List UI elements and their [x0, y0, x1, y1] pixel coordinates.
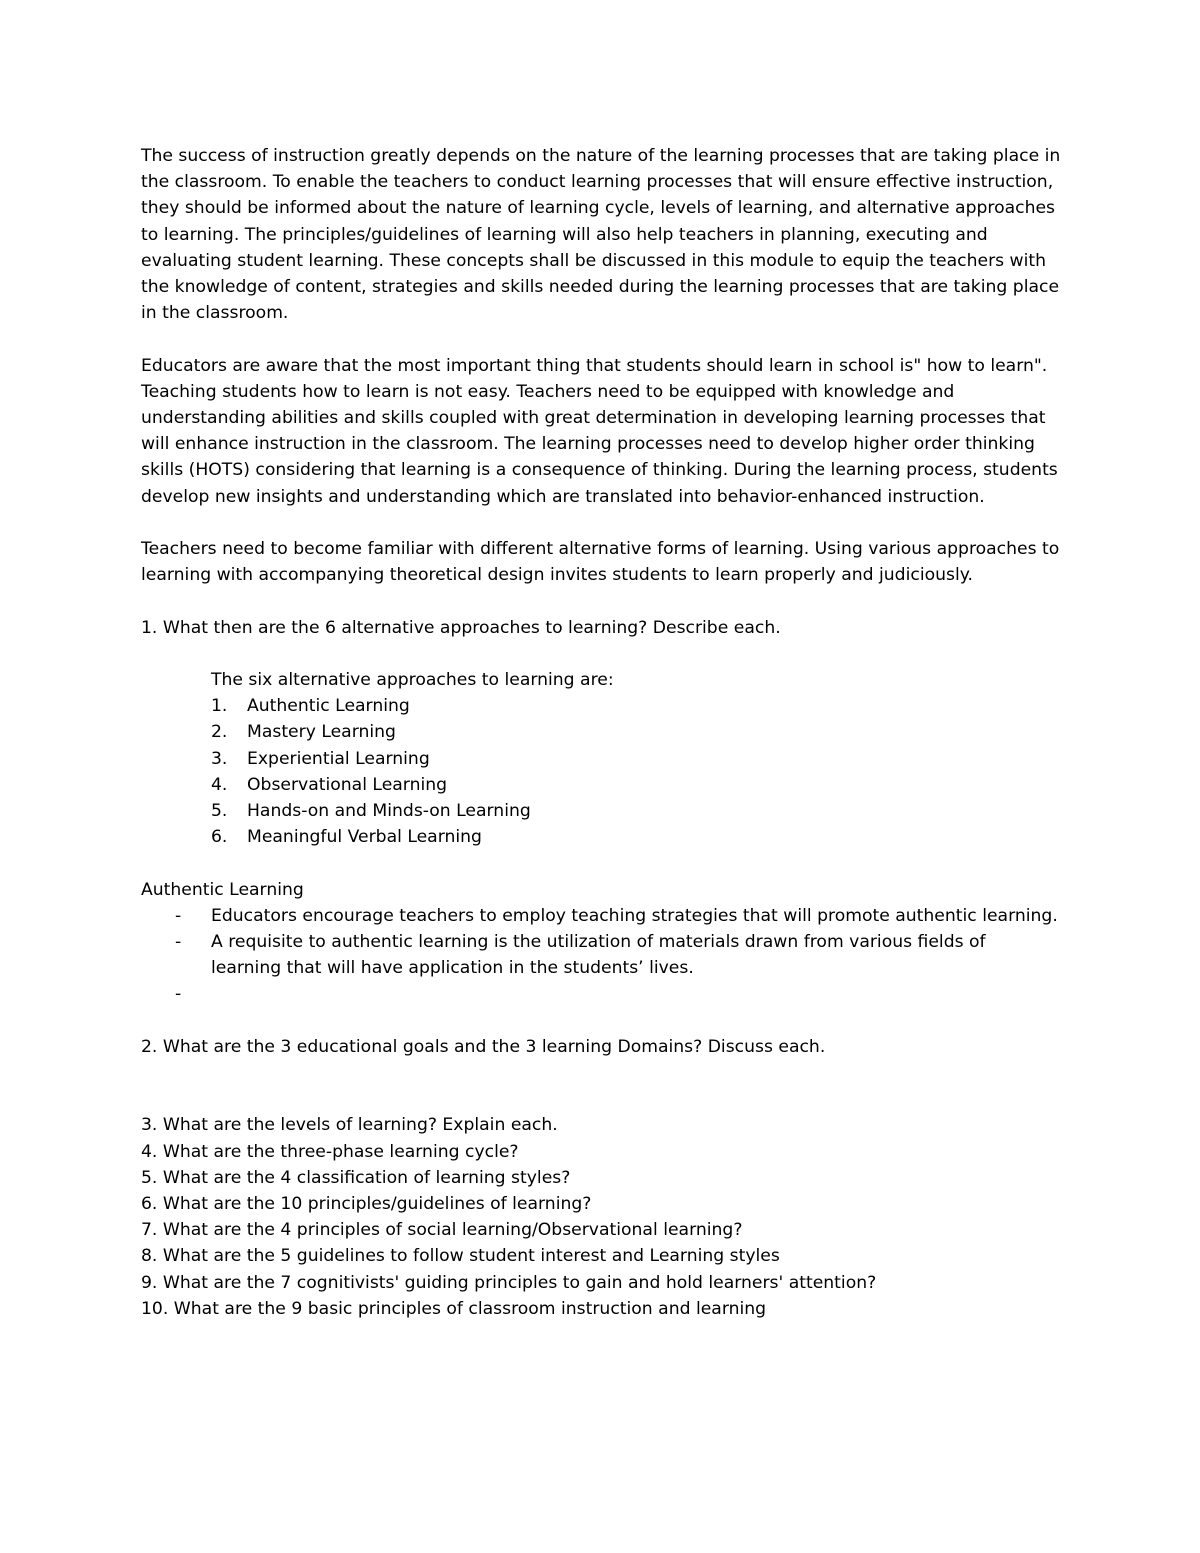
approaches-intro: The six alternative approaches to learning are: — [211, 670, 614, 690]
question-6: 6. What are the 10 principles/guidelines of learning? — [141, 1193, 592, 1214]
list-item — [141, 772, 1061, 798]
dash-marker: - — [175, 905, 182, 926]
list-item-text: Educators encourage teachers to employ teaching strategies that will promote authentic learning. — [211, 905, 1058, 926]
list-marker: 5. — [211, 801, 228, 822]
intro-paragraph: The success of instruction greatly depends on the nature of the learning processes that are taking place in the classroom. To enable the teachers to conduct learning processes that will ensure effective instruction, they should be informed about the nature of learning cycle, levels of learning, and alternative approaches to learning. The principles/guidelines of learning will also help teachers in planning, executing and evaluating student learning. These concepts shall be discussed in this module to equip the teachers with the knowledge of content, strategies and skills needed during the learning processes that are taking place in the classroom. — [141, 146, 1061, 324]
question-4: 4. What are the three-phase learning cycle? — [141, 1141, 519, 1162]
document-body — [141, 143, 1061, 1322]
question-1: 1. What then are the 6 alternative approaches to learning? Describe each. — [141, 617, 781, 638]
list-item-text: Experiential Learning — [247, 748, 430, 769]
paragraph-gap — [141, 510, 1061, 536]
list-item — [141, 824, 1061, 850]
list-marker: 1. — [211, 696, 228, 717]
list-item-text: Hands-on and Minds-on Learning — [247, 801, 531, 822]
question-3: 3. What are the levels of learning? Explain each. — [141, 1115, 558, 1136]
list-item — [141, 693, 1061, 719]
question-10: 10. What are the 9 basic principles of classroom instruction and learning — [141, 1298, 767, 1319]
list-item-text: Observational Learning — [247, 774, 448, 795]
teachers-paragraph: Teachers need to become familiar with different alternative forms of learning. Using various approaches to learning with accompanying theoretical design invites students to learn properly and judiciously. — [141, 539, 1060, 586]
list-item — [141, 981, 1061, 1007]
approaches-list — [141, 693, 1061, 850]
list-item — [141, 746, 1061, 772]
list-item — [141, 719, 1061, 745]
paragraph-gap — [141, 850, 1061, 876]
question-2: 2. What are the 3 educational goals and the 3 learning Domains? Discuss each. — [141, 1036, 826, 1057]
list-item — [141, 798, 1061, 824]
list-item-text: Mastery Learning — [247, 722, 396, 743]
list-marker: 2. — [211, 722, 228, 743]
question-7: 7. What are the 4 principles of social learning/Observational learning? — [141, 1220, 743, 1241]
list-item — [141, 929, 1061, 981]
list-item-text: Meaningful Verbal Learning — [247, 827, 482, 848]
list-item — [141, 903, 1061, 929]
paragraph-gap — [141, 588, 1061, 614]
list-item-text: Authentic Learning — [247, 696, 410, 717]
paragraph-gap — [141, 1086, 1061, 1112]
paragraph-gap — [141, 1008, 1061, 1034]
list-item-text: A requisite to authentic learning is the utilization of materials drawn from various fields of learning that will have application in the students’ lives. — [211, 932, 986, 979]
educators-paragraph: Educators are aware that the most important thing that students should learn in school is" how to learn". Teaching students how to learn is not easy. Teachers need to be equipped with knowledge and understanding abilities and skills coupled with great determination in developing learning processes that will enhance instruction in the classroom. The learning processes need to develop higher order thinking skills (HOTS) considering that learning is a consequence of thinking. During the learning process, students develop new insights and understanding which are translated into behavior-enhanced instruction. — [141, 355, 1058, 507]
dash-marker: - — [175, 932, 182, 953]
list-marker: 3. — [211, 748, 228, 769]
question-9: 9. What are the 7 cognitivists' guiding principles to gain and hold learners' attention? — [141, 1272, 877, 1293]
list-marker: 6. — [211, 827, 228, 848]
paragraph-gap — [141, 1060, 1061, 1086]
paragraph-gap — [141, 641, 1061, 667]
list-marker: 4. — [211, 774, 228, 795]
authentic-points — [141, 903, 1061, 1008]
question-8: 8. What are the 5 guidelines to follow student interest and Learning styles — [141, 1246, 780, 1267]
paragraph-gap — [141, 326, 1061, 352]
question-5: 5. What are the 4 classification of learning styles? — [141, 1167, 571, 1188]
dash-marker: - — [175, 984, 182, 1005]
authentic-heading: Authentic Learning — [141, 879, 304, 900]
